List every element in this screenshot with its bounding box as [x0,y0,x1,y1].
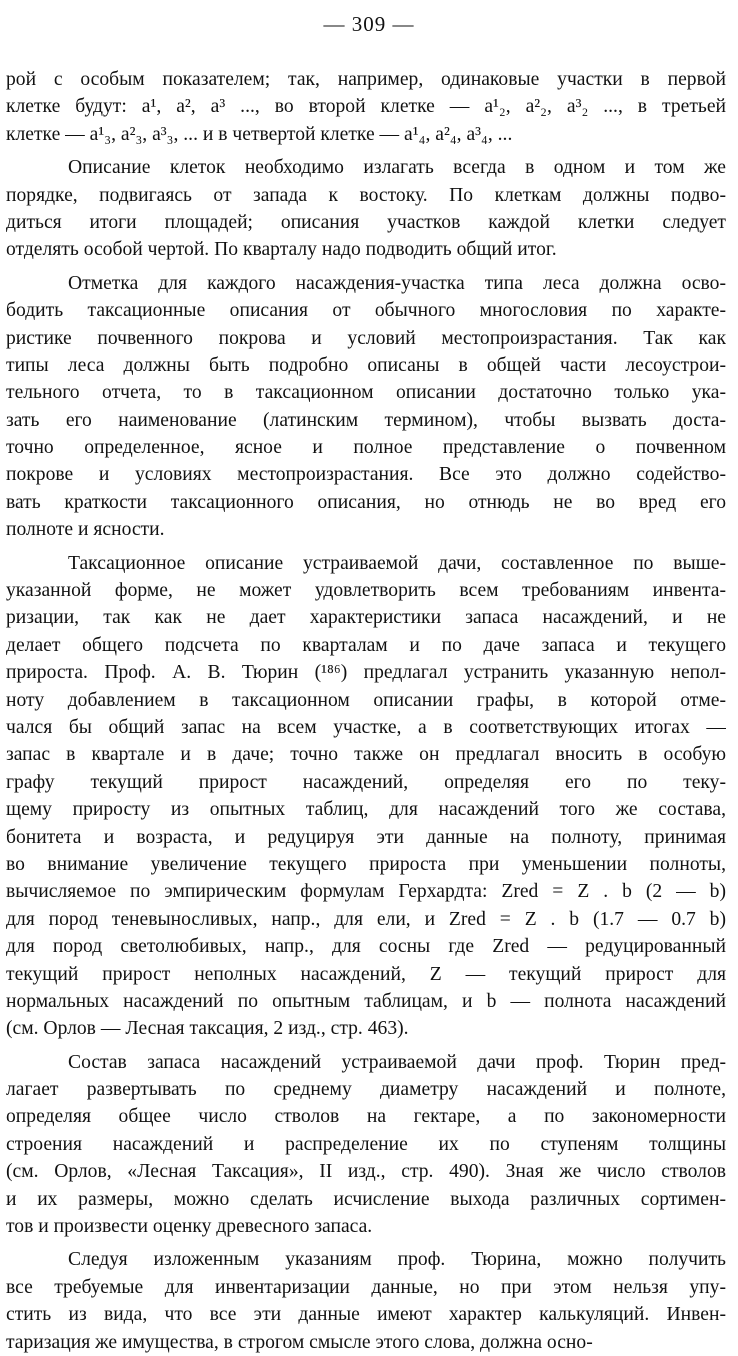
text-line: лагает развертывать по среднему диаметру насаждений и полноте, [6,1079,726,1101]
text-line: точно определенное, ясное и полное представление о почвенном [6,437,726,459]
text-line: делает общего подсчета по кварталам и по даче запаса и текущего [6,634,726,656]
text-line: (см. Орлов — Лесная таксация, 2 изд., стр. 463). [6,1018,409,1040]
text-line: бонитета и возраста, и редуцируя эти данные на полноту, принимая [6,826,726,848]
text-line: прироста. Проф. А. В. Тюрин (¹⁸⁶) предлагал устранить указанную непол- [6,662,726,684]
text-line: Описание клеток необходимо излагать всегда в одном и том же [68,157,726,179]
text-line: рой с особым показателем; так, например, одинаковые участки в первой [6,69,726,90]
text-line: щему приросту из опытных таблиц, для насаждений того же состава, [6,799,726,821]
text-line: клетке будут: a¹, a², a³ ..., во второй клетке — a¹₂, a²₂, a³₂ ..., в третьей [6,96,726,118]
text-line: графу текущий прирост насаждений, определяя его по теку- [6,771,726,793]
text-line: тов и произвести оценку древесного запаса. [6,1216,373,1238]
paragraph [6,1049,726,1241]
text-line: (см. Орлов, «Лесная Таксация», II изд., стр. 490). Зная же число стволов [6,1161,726,1183]
text-line: клетке — a¹₃, a²₃, a³₃, ... и в четвертой клетке — a¹₄, a²₄, a³₄, ... [6,123,513,145]
text-line: вычисляемое по эмпирическим формулам Герхардта: Zred = Z . b (2 — b) [6,881,726,903]
text-line: порядке, подвигаясь от запада к востоку. По клеткам должны подво- [6,184,726,206]
text-line: во внимание увеличение текущего прироста при уменьшении полноты, [6,853,726,875]
text-line: Таксационное описание устраиваемой дачи, составленное по выше- [68,552,726,574]
text-line: Состав запаса насаждений устраиваемой дачи проф. Тюрин пред- [68,1051,726,1073]
paragraph [6,66,726,148]
text-line: запас в квартале и в даче; точно также он предлагал вносить в особую [6,744,726,766]
text-line: Следуя изложенным указаниям проф. Тюрина, можно получить [68,1249,726,1271]
text-line: бодить таксационные описания от обычного многословия по характе- [6,300,726,322]
paragraph [6,154,726,264]
text-line: и их размеры, можно сделать исчисление выхода различных сортимен- [6,1188,726,1210]
text-line: нормальных насаждений по опытным таблицам, и b — полнота насаждений [6,990,726,1012]
text-line: тельного отчета, то в таксационном описании достаточно только ука- [6,382,726,404]
text-line: зать его наименование (латинским термином), чтобы вызвать доста- [6,409,726,431]
text-line: чался бы общий запас на всем участке, а в соответствующих итогах — [6,716,726,738]
body-text [6,66,726,1356]
paragraph [6,550,726,1043]
text-line: для пород теневыносливых, напр., для ели, и Zred = Z . b (1.7 — 0.7 b) [6,908,726,930]
text-line: Отметка для каждого насаждения-участка типа леса должна осво- [68,272,726,294]
text-line: стить из вида, что все эти данные имеют характер калькуляций. Инвен- [6,1304,726,1326]
text-line: покрове и условиях местопроизрастания. Все это должно содейство- [6,464,726,486]
text-line: диться итоги площадей; описания участков каждой клетки следует [6,211,726,233]
text-line: ризации, так как не дает характеристики запаса насаждений, и не [6,607,726,629]
page-number: — 309 — [323,12,415,36]
text-line: для пород светолюбивых, напр., для сосны где Zred — редуцированный [6,936,726,958]
text-line: вать краткости таксационного описания, но отнюдь не во вред его [6,491,726,513]
text-line: строения насаждений и распределение их по ступеням толщины [6,1133,726,1155]
text-line: ристике почвенного покрова и условий местопроизрастания. Так как [6,327,726,349]
text-line: все требуемые для инвентаризации данные, но при этом нельзя упу- [6,1276,726,1298]
text-line: текущий прирост неполных насаждений, Z — текущий прирост для [6,963,726,985]
text-line: указанной форме, не может удовлетворить всем требованиям инвента- [6,580,726,602]
paragraph [6,1246,726,1356]
text-line: типы леса должны быть подробно описаны в общей части лесоустрои- [6,354,726,376]
text-line: полноте и ясности. [6,519,165,541]
text-line: определяя общее число стволов на гектаре, а по закономерности [6,1106,726,1128]
text-line: таризация же имущества, в строгом смысле этого слова, должна осно- [6,1331,593,1353]
text-line: отделять особой чертой. По кварталу надо подводить общий итог. [6,239,557,261]
text-line: ноту добавлением в таксационном описании графы, в которой отме- [6,689,726,711]
paragraph [6,270,726,544]
